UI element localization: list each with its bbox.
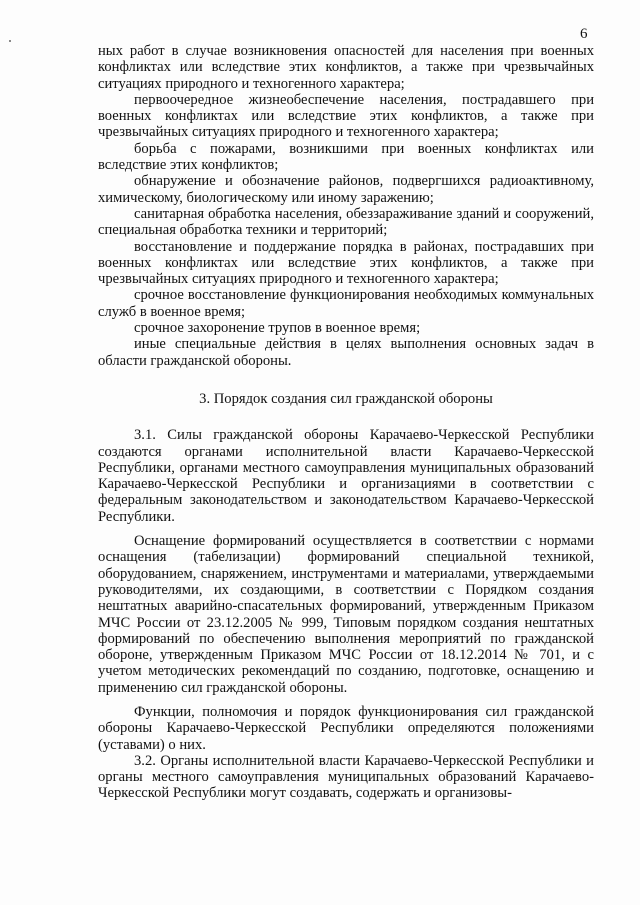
- paragraph-functions: Функции, полномочия и порядок функционирования сил гражданской обороны Карачаево-Черкесской Республики определяются положениями (уставами) о них.: [98, 703, 594, 753]
- page-number: 6: [580, 26, 588, 42]
- list-item: восстановление и поддержание порядка в районах, пострадавших при военных конфликтах или вследствие этих конфликтов, а также при чрезвычайных ситуациях природного и техногенного характера;: [98, 238, 594, 288]
- list-item: санитарная обработка населения, обеззараживание зданий и сооружений, специальная обработка техники и территорий;: [98, 205, 594, 239]
- scan-speck: [9, 40, 11, 42]
- paragraph-gap: [98, 696, 594, 704]
- document-body: [98, 43, 594, 802]
- list-item: срочное захоронение трупов в военное время;: [134, 320, 421, 337]
- list-item: борьба с пожарами, возникшими при военных конфликтах или вследствие этих конфликтов;: [98, 140, 594, 174]
- paragraph-gap: [98, 525, 594, 533]
- list-item: срочное восстановление функционирования необходимых коммунальных служб в военное время;: [98, 287, 594, 320]
- paragraph-equipment: Оснащение формирований осуществляется в соответствии с нормами оснащения (табелизации) формирований специальной техникой, оборудованием, снаряжением, инструментами и материалами, утверждаемыми руководителями, их создающими, в соответствии с Порядком создания нештатных аварийно-спасательных формирований, утвержденным Приказом МЧС России от 23.12.2005 № 999, Типовым порядком создания нештатных формирований по обеспечению выполнения мероприятий по гражданской обороне, утвержденным Приказом МЧС России от 18.12.2014 № 701, и с учетом методических рекомендаций по созданию, подготовке, оснащению и применению сил гражданской обороны.: [98, 533, 594, 696]
- list-item: первоочередное жизнеобеспечение населения, пострадавшего при военных конфликтах или вследствие этих конфликтов, а также при чрезвычайных ситуациях природного и техногенного характера;: [98, 91, 594, 141]
- section-title: 3. Порядок создания сил гражданской обороны: [199, 390, 493, 407]
- list-item-continuation: ных работ в случае возникновения опасностей для населения при военных конфликтах или вследствие этих конфликтов, а также при чрезвычайных ситуациях природного и техногенного характера;: [98, 43, 594, 92]
- paragraph-3-2: 3.2. Органы исполнительной власти Карачаево-Черкесской Республики и органы местного самоуправления муниципальных образований Карачаево-Черкесской Республики могут создавать, содержать и организовы-: [98, 752, 594, 802]
- list-item: обнаружение и обозначение районов, подвергшихся радиоактивному, химическому, биологическому или иному заражению;: [98, 173, 594, 206]
- list-item: иные специальные действия в целях выполнения основных задач в области гражданской обороны.: [98, 336, 594, 369]
- paragraph-3-1: 3.1. Силы гражданской обороны Карачаево-Черкесской Республики создаются органами исполнительной власти Карачаево-Черкесской Республики, органами местного самоуправления муниципальных образований Карачаево-Черкесской Республики и организациями в соответствии с федеральным законодательством и законодательством Карачаево-Черкесской Республики.: [98, 427, 594, 525]
